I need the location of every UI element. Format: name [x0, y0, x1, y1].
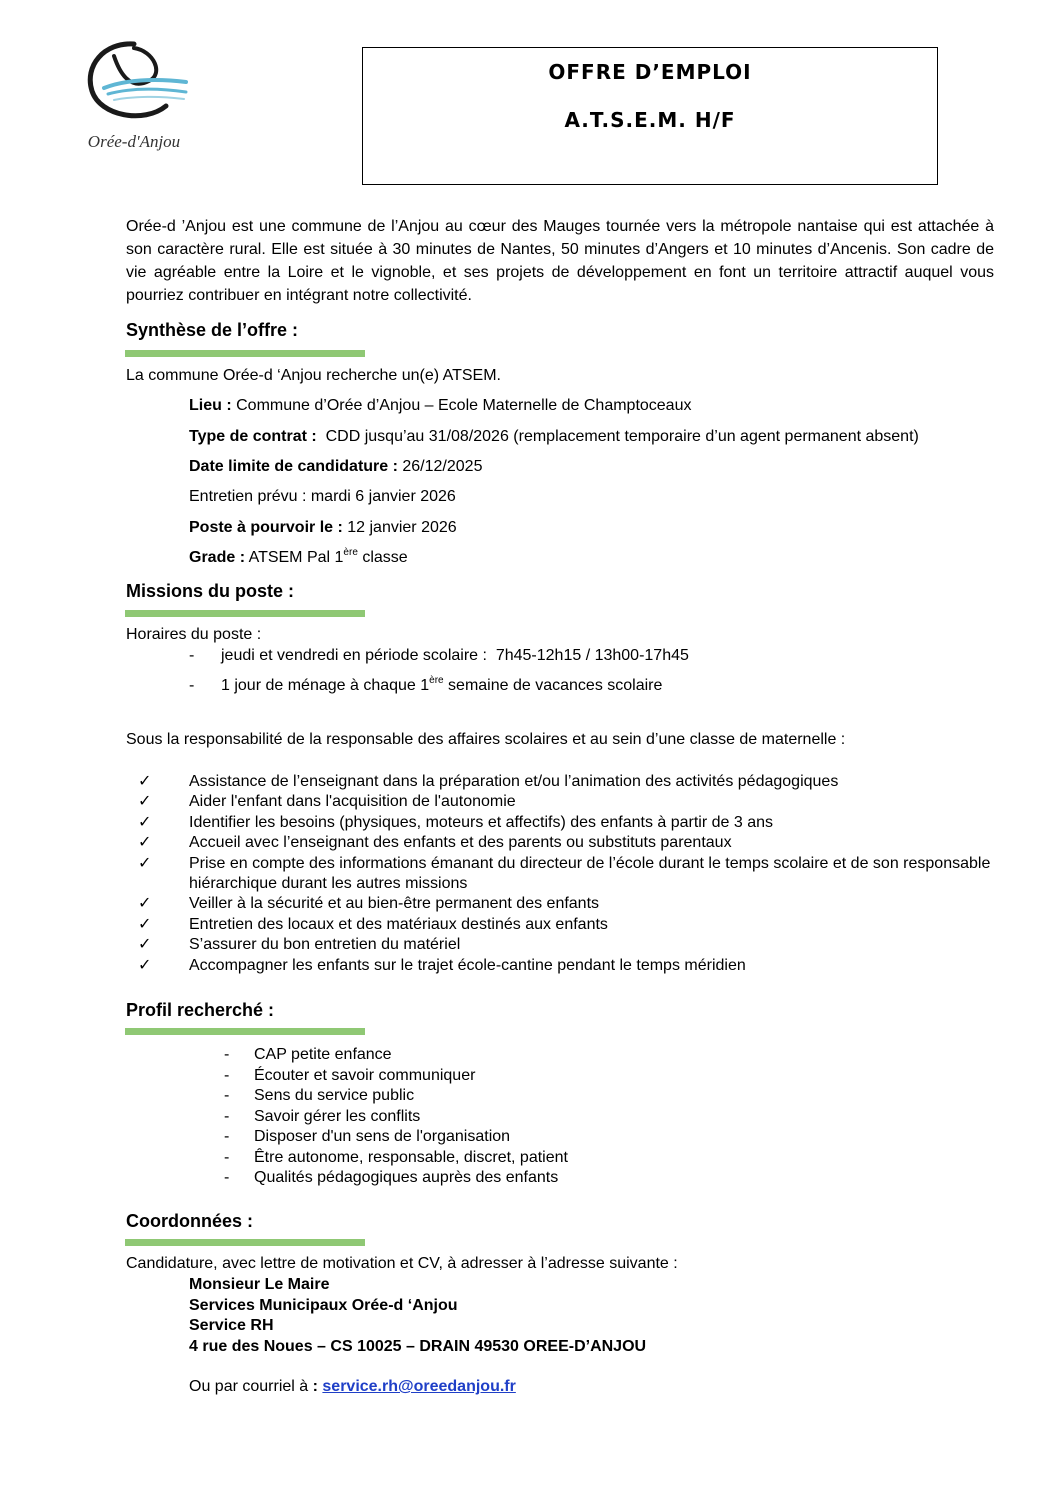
coordonnees-lead: Candidature, avec lettre de motivation et CV, à adresser à l’adresse suivante :	[126, 1255, 678, 1272]
dash-icon: -	[224, 1087, 230, 1104]
poste-value: 12 janvier 2026	[342, 519, 457, 536]
check-icon: ✓	[138, 936, 152, 954]
date-limite-label: Date limite de candidature :	[189, 458, 398, 475]
check-icon: ✓	[138, 793, 152, 811]
list-item	[222, 1168, 568, 1189]
list-item	[138, 956, 1009, 976]
list-item	[222, 1066, 568, 1087]
mission-text: S’assurer du bon entretien du matériel	[189, 936, 461, 954]
check-icon: ✓	[138, 915, 152, 933]
profil-text: Sens du service public	[254, 1087, 415, 1104]
entretien-row: Entretien prévu : mardi 6 janvier 2026	[189, 488, 456, 505]
lieu-label: Lieu :	[189, 397, 232, 414]
grade-label: Grade :	[189, 549, 246, 566]
intro-paragraph: Orée-d ’Anjou est une commune de l’Anjou au cœur des Mauges tournée vers la métropole nantaise qui est attachée à son caractère rural. Elle est située à 30 minutes de Nantes, 50 minutes d’Angers et 10 minutes d’Ancenis. Son cadre de vie agréable entre la Loire et le vignoble, et ses projets de développement en font un territoire attractif auquel vous pourriez contribuer en intégrant notre collectivité.	[126, 218, 994, 304]
list-item	[222, 1148, 568, 1169]
profil-list	[222, 1045, 568, 1189]
heading-underline	[125, 1239, 365, 1246]
job-title: A.T.S.E.M. H/F	[564, 108, 736, 132]
mission-text: Accueil avec l’enseignant des enfants et des parents ou substituts parentaux	[189, 834, 732, 852]
dash-icon: -	[224, 1107, 230, 1125]
email-link[interactable]: service.rh@oreedanjou.fr	[322, 1378, 516, 1395]
list-item	[222, 1086, 568, 1107]
logo	[74, 36, 194, 158]
contrat-row	[189, 428, 919, 446]
grade-value: ATSEM Pal 1	[245, 549, 344, 566]
section-heading-coordonnees: Coordonnées :	[126, 1211, 254, 1231]
mission-text: Entretien des locaux et des matériaux destinés aux enfants	[189, 915, 608, 933]
oree-anjou-logo-icon	[74, 36, 194, 132]
check-icon: ✓	[138, 813, 152, 831]
dash-icon: -	[189, 677, 195, 694]
mission-text: Aider l'enfant dans l'acquisition de l'autonomie	[189, 793, 516, 811]
dash-icon: -	[224, 1066, 230, 1084]
dash-icon: -	[224, 1148, 230, 1166]
list-item	[138, 772, 1009, 792]
page-title: OFFRE D’EMPLOI	[548, 60, 752, 84]
check-icon: ✓	[138, 956, 152, 974]
dash-icon: -	[224, 1046, 230, 1063]
horaire2-text: 1 jour de ménage à chaque 1	[221, 677, 430, 694]
dash-icon: -	[224, 1169, 230, 1186]
lieu-value: Commune d’Orée d’Anjou – Ecole Maternelle de Champtoceaux	[231, 397, 692, 414]
dash-icon: -	[224, 1128, 230, 1145]
courriel-row	[189, 1378, 516, 1396]
horaire2-sup: ère	[429, 675, 444, 686]
dash-icon: -	[189, 647, 195, 664]
profil-text: CAP petite enfance	[254, 1046, 392, 1063]
horaires-label: Horaires du poste :	[126, 626, 262, 643]
mission-text: Identifier les besoins (physiques, moteurs et affectifs) des enfants à partir de 3 ans	[189, 813, 774, 831]
list-item	[138, 915, 1009, 935]
horaire2-text-after: semaine de vacances scolaire	[443, 677, 663, 694]
mission-text: Accompagner les enfants sur le trajet école-cantine pendant le temps méridien	[189, 956, 746, 974]
list-item	[138, 935, 1009, 955]
heading-underline	[125, 350, 365, 357]
check-icon: ✓	[138, 773, 152, 790]
profil-text: Écouter et savoir communiquer	[254, 1066, 476, 1084]
horaire-item	[221, 677, 662, 695]
address-line: 4 rue des Noues – CS 10025 – DRAIN 49530 OREE-D’ANJOU	[189, 1338, 647, 1355]
list-item	[138, 854, 1009, 895]
list-item	[138, 792, 1009, 812]
date-limite-row	[189, 458, 482, 476]
address-line: Services Municipaux Orée-d ‘Anjou	[189, 1297, 458, 1314]
contrat-label: Type de contrat :	[189, 428, 317, 445]
list-item	[138, 833, 1009, 853]
grade-sup: ère	[343, 547, 358, 558]
profil-text: Qualités pédagogiques auprès des enfants	[254, 1169, 559, 1186]
heading-underline	[125, 610, 365, 617]
grade-value-after: classe	[357, 549, 408, 566]
lieu-row	[189, 397, 691, 415]
contrat-value: CDD jusqu’au 31/08/2026 (remplacement temporaire d’un agent permanent absent)	[316, 428, 919, 445]
list-item	[222, 1045, 568, 1066]
check-icon: ✓	[138, 834, 152, 852]
mission-text: Prise en compte des informations émanant du directeur de l’école durant le temps scolaire et de son responsable hiérarchique durant les autres missions	[189, 854, 991, 893]
grade-row	[189, 549, 408, 567]
list-item	[138, 813, 1009, 833]
courriel-label: Ou par courriel à	[189, 1378, 313, 1395]
responsabilite-text: Sous la responsabilité de la responsable des affaires scolaires et au sein d’une classe de maternelle :	[126, 731, 846, 748]
horaire-item: jeudi et vendredi en période scolaire : 7h45-12h15 / 13h00-17h45	[221, 647, 689, 664]
logo-text: Orée-d'Anjou	[87, 132, 181, 151]
mission-text: Assistance de l’enseignant dans la préparation et/ou l’animation des activités pédagogiques	[189, 773, 839, 790]
title-box	[362, 47, 938, 185]
address-line: Monsieur Le Maire	[189, 1276, 330, 1293]
profil-text: Être autonome, responsable, discret, patient	[254, 1148, 568, 1166]
section-heading-synthese: Synthèse de l’offre :	[126, 320, 299, 340]
list-item	[222, 1127, 568, 1148]
section-heading-profil: Profil recherché :	[126, 1000, 275, 1020]
section-heading-missions: Missions du poste :	[126, 581, 295, 601]
address-line: Service RH	[189, 1317, 274, 1334]
courriel-colon: :	[312, 1378, 323, 1395]
poste-row	[189, 519, 457, 537]
date-limite-value: 26/12/2025	[397, 458, 483, 475]
synthese-lead: La commune Orée-d ‘Anjou recherche un(e) ATSEM.	[126, 367, 501, 384]
list-item	[138, 894, 1009, 914]
heading-underline	[125, 1028, 365, 1035]
list-item	[222, 1107, 568, 1128]
mission-text: Veiller à la sécurité et au bien-être permanent des enfants	[189, 895, 600, 913]
profil-text: Disposer d'un sens de l'organisation	[254, 1128, 511, 1145]
check-icon: ✓	[138, 895, 152, 913]
check-icon: ✓	[138, 854, 152, 872]
profil-text: Savoir gérer les conflits	[254, 1107, 421, 1125]
missions-list	[138, 772, 1009, 976]
poste-label: Poste à pourvoir le :	[189, 519, 343, 536]
